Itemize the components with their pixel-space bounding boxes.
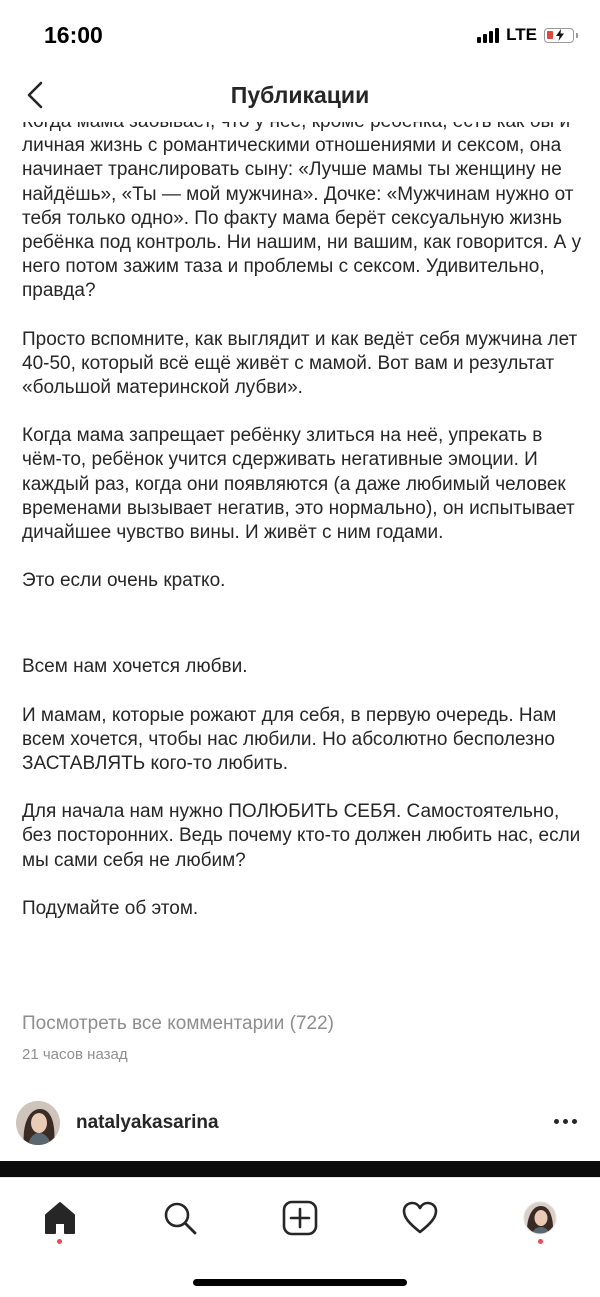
search-icon	[162, 1200, 198, 1236]
avatar-photo-icon	[16, 1101, 60, 1145]
home-notification-dot	[57, 1239, 62, 1244]
more-options-button[interactable]	[550, 1108, 580, 1134]
tab-new-post[interactable]	[278, 1196, 322, 1240]
profile-notification-dot	[538, 1239, 543, 1244]
cellular-signal-icon	[477, 27, 499, 43]
view-all-comments-link[interactable]: Посмотреть все комментарии (722)	[22, 1013, 335, 1034]
add-post-icon	[282, 1200, 318, 1236]
navigation-header	[0, 70, 600, 122]
caption-paragraph: Подумайте об этом.	[22, 897, 199, 919]
home-indicator[interactable]	[193, 1279, 407, 1286]
author-username[interactable]: natalyakasarina	[76, 1112, 219, 1133]
caption-paragraph: личная жизнь с романтическими отношениями и сексом, она начинает транслировать сыну: «Лучше мамы ты женщину не найдёшь», «Ты — мой мужчина». Дочке: «Мужчинам нужно от тебя только одно». По факту мама берёт сексуальную жизнь ребёнка под контроль. Ни нашим, ни вашим, как говорится. А у него потом зажим таза и проблемы с сексом. Удивительно, правда?	[22, 135, 582, 302]
network-type: LTE	[506, 25, 537, 44]
post-timestamp: 21 часов назад	[22, 1046, 128, 1063]
post-image[interactable]	[0, 1161, 600, 1177]
status-time: 16:00	[44, 22, 103, 48]
profile-avatar-icon	[522, 1200, 558, 1236]
charging-bolt-icon	[554, 29, 566, 41]
post-author-row	[0, 1098, 600, 1150]
caption-paragraph: Когда мама запрещает ребёнку злиться на неё, упрекать в чём-то, ребёнок учится сдерживать негативные эмоции. И каждый раз, когда они появляются (а даже любимый человек временами вызывает негатив, это нормально), он испытывает дичайшее чувство вины. И живёт с ним годами.	[22, 425, 575, 544]
page-title: Публикации	[230, 82, 370, 108]
caption-paragraph: Просто вспомните, как выглядит и как ведёт себя мужчина лет 40-50, который всё ещё живёт с мамой. Вот вам и результат «большой материнской лубви».	[22, 328, 578, 399]
caption-paragraph: Для начала нам нужно ПОЛЮБИТЬ СЕБЯ. Самостоятельно, без посторонних. Ведь почему кто-то должен любить нас, если мы сами себя не любим?	[22, 801, 581, 871]
caption-paragraph: Это если очень кратко.	[22, 570, 226, 592]
tab-profile[interactable]	[518, 1196, 562, 1240]
battery-icon	[544, 28, 574, 43]
tab-home[interactable]	[38, 1196, 82, 1240]
tab-activity[interactable]	[398, 1196, 442, 1240]
status-bar	[0, 0, 600, 70]
home-icon	[42, 1200, 78, 1236]
dot-icon	[554, 1119, 559, 1124]
dot-icon	[572, 1119, 577, 1124]
caption-paragraph: И мамам, которые рожают для себя, в первую очередь. Нам всем хочется, чтобы нас любили. Но абсолютно бесполезно ЗАСТАВЛЯТЬ кого-то любить.	[22, 704, 557, 775]
caption-paragraph: Всем нам хочется любви.	[22, 656, 248, 678]
dot-icon	[563, 1119, 568, 1124]
tab-search[interactable]	[158, 1196, 202, 1240]
author-avatar[interactable]	[16, 1101, 60, 1145]
status-indicators	[477, 25, 574, 45]
battery-level-fill	[547, 31, 553, 39]
heart-icon	[401, 1200, 439, 1236]
post-caption	[22, 110, 582, 945]
